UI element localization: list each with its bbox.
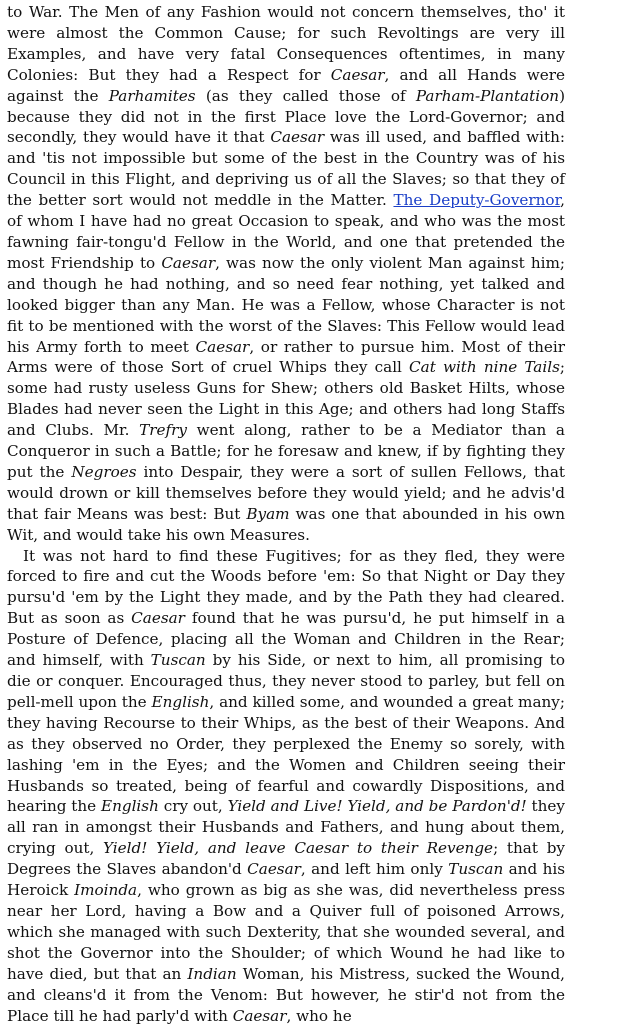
italic-text: Yield and Live! Yield, and be Pardon'd!	[227, 797, 527, 816]
italic-text: Parhamites	[108, 86, 196, 105]
document-page	[7, 2, 565, 1026]
italic-text: Caesar	[330, 65, 385, 84]
body-text: , was now the only violent Man against him; and though he had nothing, and so need fear nothing, yet talked and looked bigger than any Man. He was a Fellow, whose Character is not fit to be mentioned with the worst of the Slaves: This Fellow would lead his Army forth to meet	[7, 253, 565, 356]
body-text: , or rather to pursue him. Most of their Arms were of those Sort of cruel Whips they call	[7, 337, 566, 377]
body-text: by his Side, or next to him, all promising to die or conquer. Encouraged thus, they never stood to parley, but fell on pell-mell upon the	[7, 651, 565, 711]
body-text: to War. The Men of any Fashion would not concern themselves, tho' it were almost the Common Cause; for such Revoltings are very ill Examples, and have very fatal Consequences oftentimes, in many Colonies: But they had a Respect for	[7, 3, 565, 84]
italic-text: Caesar	[195, 337, 250, 356]
body-text: ) because they did not in the first Place love the Lord-Governor; and secondly, they would have it that	[7, 86, 565, 147]
body-text: , and left him only	[300, 860, 449, 879]
body-text: (as they called those of	[195, 86, 416, 105]
body-text: found that he was pursu'd, he put himself in a Posture of Defence, placing all the Woman and Children in the Rear; and himself, with	[7, 609, 565, 670]
paragraph-2	[7, 546, 565, 1026]
body-text: and his Heroick	[7, 860, 565, 900]
body-text: ; some had rusty useless Guns for Shew; others old Basket Hilts, whose Blades had never seen the Light in this Age; and others had long Staffs and Clubs. Mr.	[7, 358, 565, 440]
body-text: was one that abounded in his own Wit, and would take his own Measures.	[7, 504, 565, 544]
body-text: they all ran in amongst their Husbands and Fathers, and hung about them, crying out,	[7, 797, 565, 858]
italic-text: Caesar	[270, 128, 325, 147]
italic-text: English	[100, 797, 159, 816]
italic-text: English	[151, 692, 210, 711]
italic-text: Tuscan	[150, 651, 206, 670]
italic-text: Negroes	[71, 462, 137, 481]
italic-text: Parham-Plantation	[415, 86, 560, 105]
italic-text: Trefry	[139, 421, 187, 440]
italic-text: Indian	[187, 964, 237, 983]
body-text: into Despair, they were a sort of sullen Fellows, that would drown or kill themselves before they would yield; and he advis'd that fair Means was best: But	[7, 462, 565, 523]
body-text: went along, rather to be a Mediator than a Conqueror in such a Battle; for he foresaw and knew, if by fighting they put the	[7, 421, 565, 481]
body-text: was ill used, and baffled with: and 'tis not impossible but some of the best in the Country was of his Council in this Flight, and depriving us of all the Slaves; so that they of the better sort would not meddle in the Matter.	[7, 128, 565, 210]
body-text: ; that by Degrees the Slaves abandon'd	[7, 839, 566, 879]
italic-text: Tuscan	[448, 860, 504, 879]
body-text: , of whom I have had no great Occasion to speak, and who was the most fawning fair-tongu'd Fellow in the World, and one that pretended the most Friendship to	[7, 191, 565, 272]
italic-text: Caesar	[232, 1006, 287, 1025]
paragraph-1	[7, 2, 565, 546]
italic-text: Caesar	[247, 860, 301, 879]
body-text: , and killed some, and wounded a great many; they having Recourse to their Whips, as the best of their Weapons. And as they observed no Order, they perplexed the Enemy so sorely, with lashing 'em in the Eyes; and the Women and Children seeing their Husbands so treated, being of fearful and cowardly Dispositions, and hearing the	[7, 692, 565, 816]
body-text: , who grown as big as she was, did nevertheless press near her Lord, having a Bow and a Quiver full of poisoned Arrows, which she managed with such Dexterity, that she wounded several, and shot the Governor into the Shoulder; of which Wound he had like to have died, but that an	[7, 881, 566, 983]
italic-text: Caesar	[131, 609, 185, 628]
body-text: , who he	[286, 1006, 352, 1025]
italic-text: Imoinda	[74, 881, 138, 900]
italic-text: Cat with nine Tails	[409, 358, 560, 377]
body-text: Woman, his Mistress, sucked the Wound, and cleans'd it from the Venom: But however, he stir'd not from the Place till he had parly'd with	[7, 964, 565, 1025]
body-text: cry out,	[158, 797, 228, 816]
italic-text: Caesar	[161, 253, 216, 272]
italic-text: Yield! Yield, and leave Caesar to their Revenge	[103, 839, 494, 858]
hyperlink[interactable]: The Deputy-Governor	[393, 191, 561, 210]
italic-text: Byam	[246, 504, 290, 523]
body-text: It was not hard to find these Fugitives; for as they fled, they were forced to fire and cut the Woods before 'em: So that Night or Day they pursu'd 'em by the Light they made, and by the Path they had cleared. But as soon as	[7, 546, 565, 628]
body-text: , and all Hands were against the	[7, 65, 565, 105]
